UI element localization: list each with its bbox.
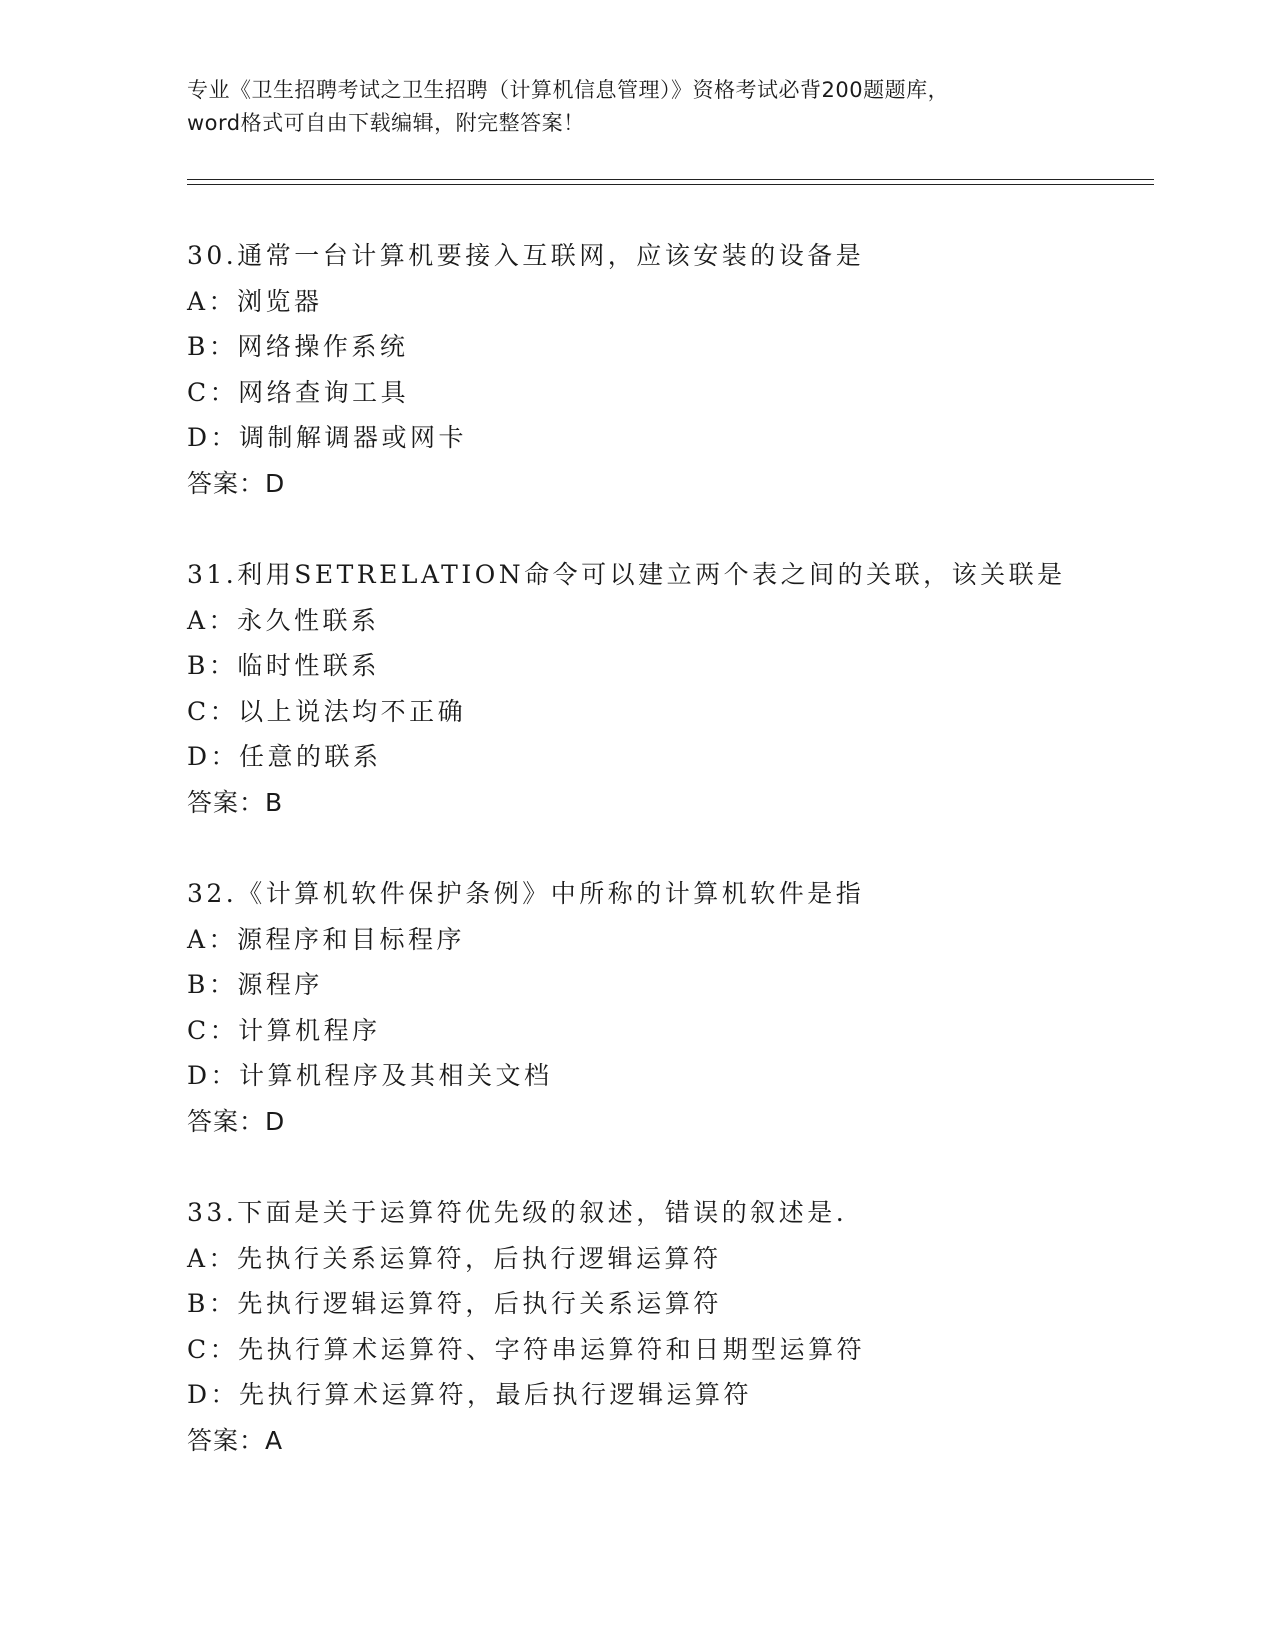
question-32: [187, 871, 1187, 1144]
option-a: A：先执行关系运算符，后执行逻辑运算符: [187, 1243, 722, 1273]
option-b: B：先执行逻辑运算符，后执行关系运算符: [187, 1289, 722, 1318]
answer: 答案：A: [187, 1425, 284, 1455]
option-b: B：网络操作系统: [187, 332, 409, 361]
option-d: D：计算机程序及其相关文档: [187, 1061, 553, 1090]
question-stem: 31.利用SETRELATION命令可以建立两个表之间的关联，该关联是: [187, 560, 1066, 589]
answer: 答案：D: [187, 1106, 286, 1136]
answer: 答案：D: [187, 468, 286, 498]
question-stem: 30.通常一台计算机要接入互联网，应该安装的设备是: [187, 241, 865, 270]
header-divider-bottom: [187, 184, 1154, 185]
option-c: C：计算机程序: [187, 1015, 381, 1045]
option-b: B：源程序: [187, 970, 323, 999]
option-a: A：源程序和目标程序: [187, 924, 466, 954]
header-line-1: 专业《卫生招聘考试之卫生招聘（计算机信息管理）》资格考试必背200题题库，: [187, 78, 950, 102]
option-d: D：先执行算术运算符，最后执行逻辑运算符: [187, 1380, 753, 1409]
question-30: [187, 233, 1187, 506]
option-c: C：先执行算术运算符、字符串运算符和日期型运算符: [187, 1334, 866, 1364]
option-a: A：浏览器: [187, 286, 323, 316]
option-b: B：临时性联系: [187, 651, 380, 680]
question-33: [187, 1190, 1187, 1463]
question-31: [187, 552, 1187, 825]
option-a: A：永久性联系: [187, 605, 380, 635]
document-header: [187, 74, 1087, 140]
header-divider-top: [187, 179, 1154, 180]
header-line-2: word格式可自由下载编辑，附完整答案！: [187, 111, 585, 135]
answer: 答案：B: [187, 787, 284, 817]
question-stem: 32.《计算机软件保护条例》中所称的计算机软件是指: [187, 879, 865, 908]
option-c: C：网络查询工具: [187, 377, 410, 407]
option-d: D：调制解调器或网卡: [187, 423, 468, 452]
option-c: C：以上说法均不正确: [187, 696, 467, 726]
option-d: D：任意的联系: [187, 742, 382, 771]
question-stem: 33.下面是关于运算符优先级的叙述，错误的叙述是.: [187, 1198, 848, 1227]
